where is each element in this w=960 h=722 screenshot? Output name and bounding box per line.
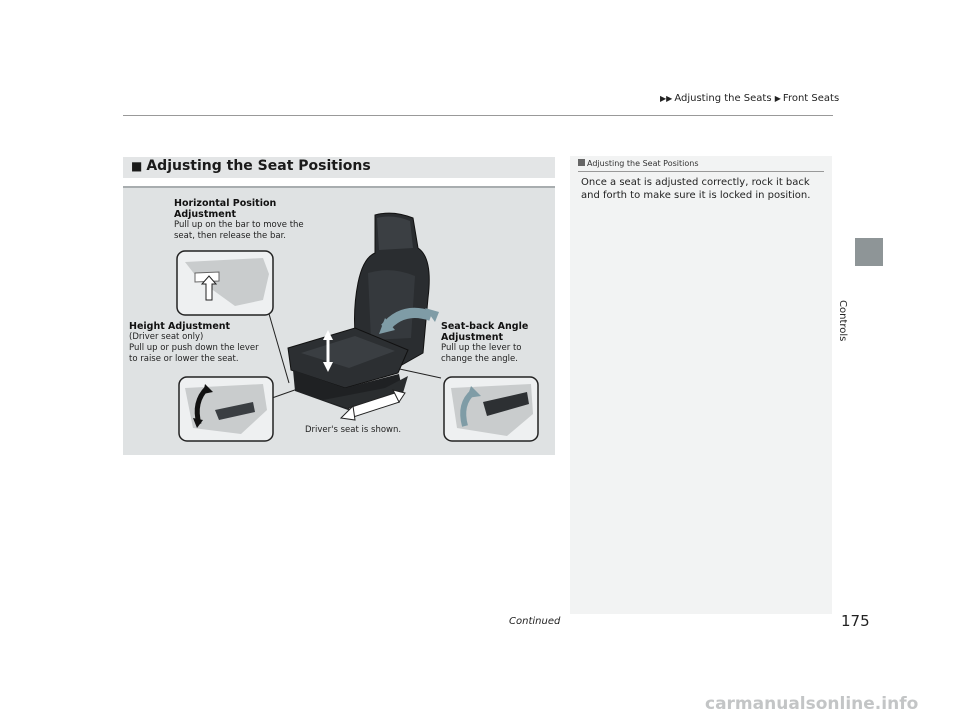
section-title [131, 158, 371, 174]
continued-label: Continued [509, 616, 561, 627]
breadcrumb-item-seats[interactable]: Adjusting the Seats [674, 93, 772, 104]
section-header [123, 157, 555, 178]
seat-figure [123, 186, 555, 455]
square-bullet-icon: ■ [131, 159, 143, 173]
inset-horizontal-bar [177, 251, 273, 315]
section-title-text: Adjusting the Seat Positions [146, 158, 371, 174]
callout-height-body-2: Pull up or push down the lever [129, 343, 259, 353]
callout-height-body-3: to raise or lower the seat. [129, 354, 239, 364]
arrow-icon: ▶ [774, 94, 781, 103]
side-note [570, 156, 832, 614]
inset-height-lever [179, 377, 273, 441]
breadcrumb-item-front-seats[interactable]: Front Seats [782, 93, 840, 104]
callout-seatback [441, 321, 551, 365]
leader-line-seatback [395, 368, 441, 378]
callout-horizontal-title-1: Horizontal Position [174, 198, 277, 209]
chapter-label[interactable]: Controls [837, 300, 848, 342]
reference-icon [578, 159, 585, 166]
callout-horizontal [174, 198, 324, 242]
headrest [377, 217, 413, 250]
note-divider [578, 171, 824, 172]
header-divider [123, 115, 833, 116]
page-number: 175 [841, 612, 870, 630]
callout-horizontal-body-2: seat, then release the bar. [174, 231, 287, 241]
figure-caption: Driver's seat is shown. [305, 425, 402, 435]
breadcrumb [660, 93, 839, 104]
inset-seatback-lever [444, 377, 538, 441]
double-arrow-icon: ▶▶ [660, 94, 673, 103]
watermark: carmanualsonline.info [705, 694, 919, 714]
note-title-text: Adjusting the Seat Positions [587, 159, 699, 168]
callout-seatback-body-1: Pull up the lever to [441, 343, 522, 353]
callout-seatback-title-1: Seat-back Angle [441, 321, 529, 332]
note-title[interactable] [578, 159, 699, 168]
callout-height-title: Height Adjustment [129, 321, 231, 332]
chapter-tab[interactable] [855, 238, 883, 266]
callout-horizontal-title-2: Adjustment [174, 209, 237, 220]
callout-seatback-title-2: Adjustment [441, 332, 504, 343]
callout-horizontal-body-1: Pull up on the bar to move the [174, 220, 304, 230]
callout-height-body-1: (Driver seat only) [129, 332, 204, 342]
callout-seatback-body-2: change the angle. [441, 354, 518, 364]
callout-height [129, 321, 279, 365]
note-body: Once a seat is adjusted correctly, rock it back and forth to make sure it is locked in position. [581, 177, 811, 201]
